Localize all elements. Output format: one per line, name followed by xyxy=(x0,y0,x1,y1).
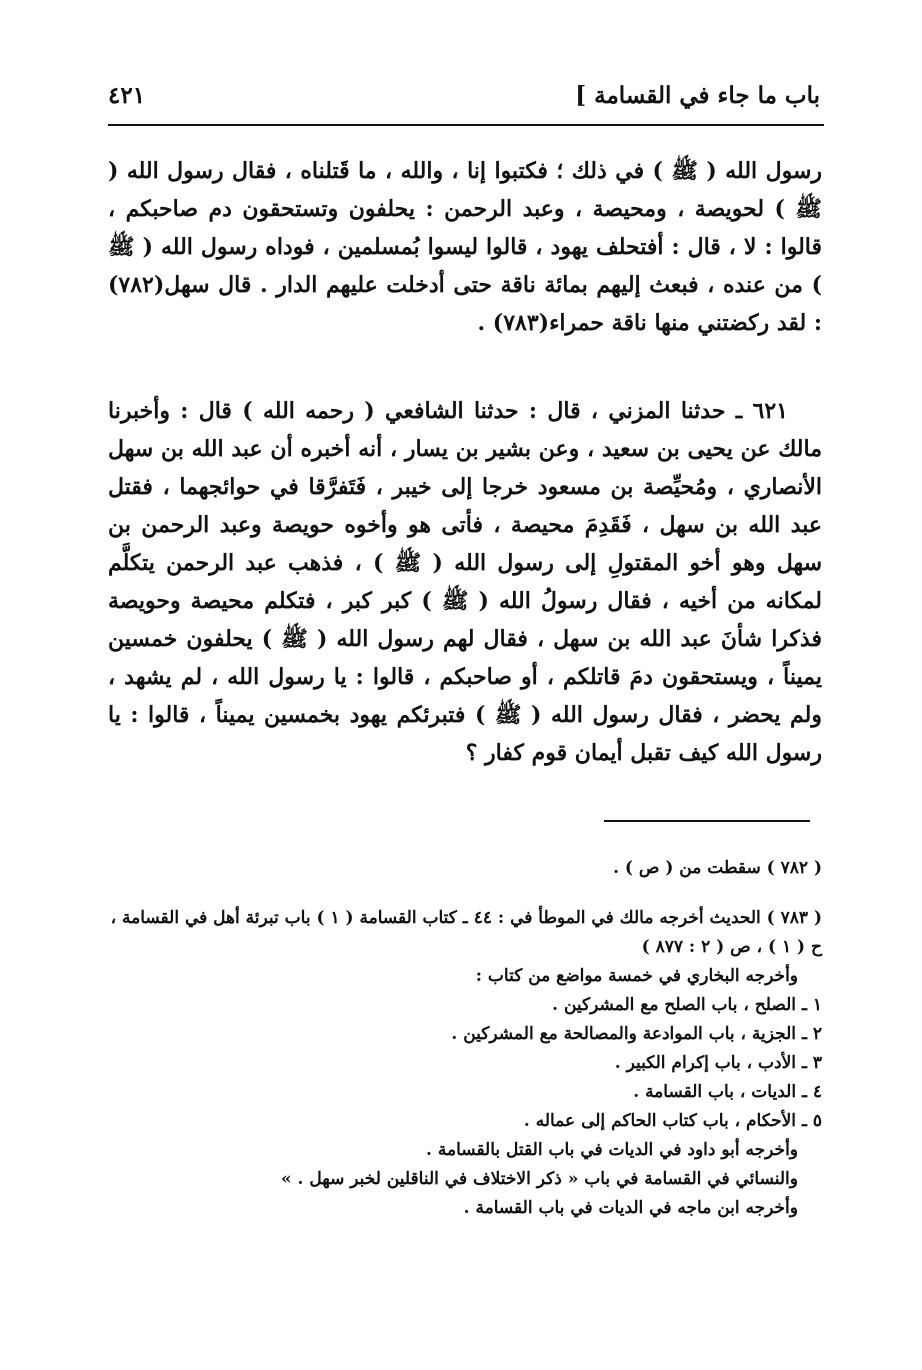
footnote-783 xyxy=(108,904,822,1223)
paragraph-2-text: ٦٢١ ـ حدثنا المزني ، قال : حدثنا الشافعي ( رحمه الله ) قال : وأخبرنا مالك عن يحيى بن سعيد ، وعن بشير بن يسار ، أنه أخبره أن عبد الله بن سهل الأنصاري ، ومُحيِّصة بن مسعود خرجا إلى خيبر ، فَتَفرَّقا في حوائجهما ، فقتل عبد الله بن سهل ، فَقَدِمَ محيصة ، فأتى هو وأخوه حويصة وعبد الرحمن بن سهل وهو أخو المقتولِ إلى رسول الله ( ﷺ ) ، فذهب عبد الرحمن يتكلَّم لمكانه من أخيه ، فقال رسولُ الله ( ﷺ ) كبر كبر ، فتكلم محيصة وحويصة فذكرا شأنَ عبد الله بن سهل ، فقال لهم رسول الله ( ﷺ ) يحلفون خمسين يميناً ، ويستحقون دمَ قاتلكم ، أو صاحبكم ، قالوا : يا رسول الله ، لم يشهد ، ولم يحضر ، فقال رسول الله ( ﷺ ) فتبرئكم يهود بخمسين يميناً ، قالوا : يا رسول الله كيف تقبل أيمان قوم كفار ؟ xyxy=(108,398,823,766)
footnote-abu-dawud: وأخرجه أبو داود في الديات في باب القتل بالقسامة . xyxy=(426,1140,798,1160)
footnote-rule xyxy=(604,820,810,822)
page-number: ٤٢١ xyxy=(108,82,146,109)
footnote-nasai: والنسائي في القسامة في باب « ذكر الاختلاف في الناقلين لخبر سهل . » xyxy=(281,1169,798,1189)
footnote-ibn-majah: وأخرجه ابن ماجه في الديات في باب القسامة . xyxy=(463,1198,798,1218)
chapter-title: باب ما جاء في القسامة ] xyxy=(575,82,820,109)
paragraph-continued xyxy=(108,152,822,342)
footnote-bukhari: وأخرجه البخاري في خمسة مواضع من كتاب : xyxy=(475,966,798,986)
footnote-item: ٣ ـ الأدب ، باب إكرام الكبير . xyxy=(614,1053,822,1073)
hadith-621 xyxy=(108,392,822,772)
footnote-783-intro: ( ٧٨٣ ) الحديث أخرجه مالك في الموطأ في : ٤٤ ـ كتاب القسامة ( ١ ) باب تبرئة أهل في القسامة ، ح ( ١ ) ، ص ( ٢ : ٨٧٧ ) xyxy=(110,908,822,957)
footnote-782-text: ( ٧٨٢ ) سقطت من ( ص ) . xyxy=(613,858,822,878)
footnote-782 xyxy=(108,854,822,883)
footnote-item: ٥ ـ الأحكام ، باب كتاب الحاكم إلى عماله . xyxy=(523,1111,822,1131)
footnote-item: ٤ ـ الديات ، باب القسامة . xyxy=(633,1082,822,1102)
paragraph-1-text: رسول الله ( ﷺ ) في ذلك ؛ فكتبوا إنا ، والله ، ما قَتلناه ، فقال رسول الله ( ﷺ ) لحويصة ، ومحيصة ، وعبد الرحمن : يحلفون وتستحقون دم صاحبكم ، قالوا : لا ، قال : أفتحلف يهود ، قالوا ليسوا بُمسلمين ، فوداه رسول الله ( ﷺ ) من عنده ، فبعث إليهم بمائة ناقة حتى أدخلت عليهم الدار . قال سهل(٧٨٢) : لقد ركضتني منها ناقة حمراء(٧٨٣) . xyxy=(108,158,822,336)
footnote-item: ٢ ـ الجزية ، باب الموادعة والمصالحة مع المشركين . xyxy=(451,1024,822,1044)
footnote-item: ١ ـ الصلح ، باب الصلح مع المشركين . xyxy=(552,995,822,1015)
page-header xyxy=(108,78,820,122)
header-rule xyxy=(108,124,824,126)
